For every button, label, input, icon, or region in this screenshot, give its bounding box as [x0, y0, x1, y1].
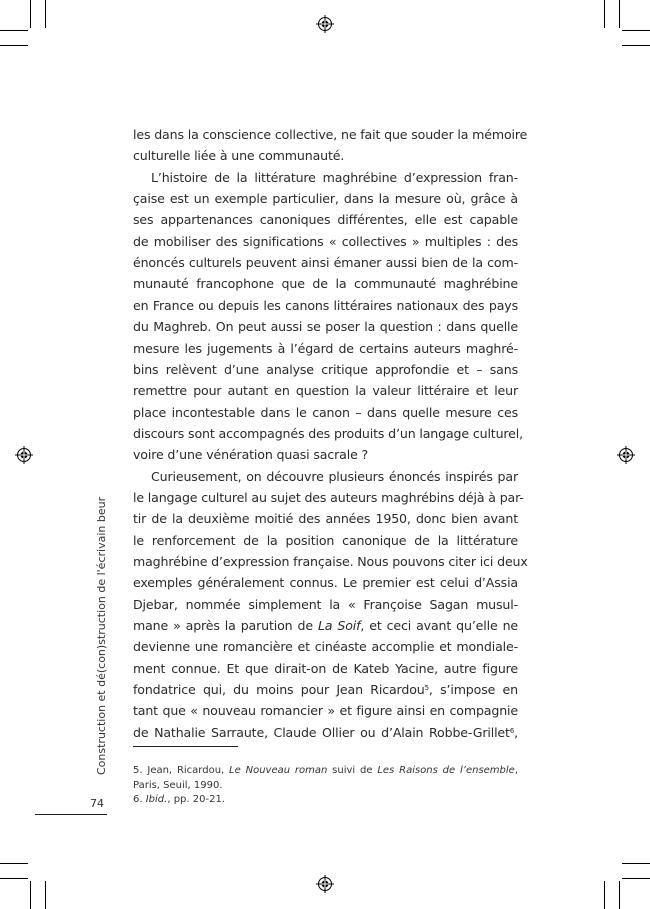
- footnote-ref: 5: [424, 684, 429, 693]
- text-line: [133, 682, 518, 698]
- text-segment: suivi de: [327, 765, 378, 776]
- text-segment: culturelle liée à une communauté.: [133, 148, 345, 164]
- text-line: [133, 533, 518, 549]
- text-line: [133, 127, 528, 143]
- text-line: [133, 447, 518, 463]
- text-segment: devienne une romancière et cinéaste accomplie et mondiale-: [133, 639, 518, 655]
- text-segment: énoncés culturels peuvent ainsi émaner aussi bien de la com-: [133, 255, 518, 271]
- text-line: [133, 703, 518, 719]
- text-segment: L’histoire de la littérature maghrébine d’expression fran-: [151, 169, 518, 185]
- text-line: [133, 298, 518, 314]
- text-segment: discours sont accompagnés des produits d’un langage culturel,: [133, 425, 523, 441]
- running-title: Construction et dé(con)struction de l'écrivain beur: [95, 496, 108, 775]
- text-line: [133, 618, 518, 634]
- text-segment: mesure les jugements à l’égard de certains auteurs maghré-: [133, 340, 518, 356]
- italic-title: La Soif: [317, 618, 361, 634]
- text-segment: Curieusement, on découvre plusieurs énoncés inspirés par: [151, 468, 518, 484]
- text-line: [133, 489, 524, 506]
- footnote-line: [133, 779, 518, 792]
- text-line: [133, 341, 518, 357]
- footnote-line: [133, 764, 518, 777]
- text-segment: en France ou depuis les canons littéraires nationaux des pays: [133, 297, 518, 313]
- text-segment: çaise est un exemple particulier, dans la mesure où, grâce à: [133, 191, 518, 207]
- text-segment: les dans la conscience collective, ne fait que souder la mémoire: [133, 127, 528, 142]
- text-segment: 6.: [133, 794, 146, 805]
- page-number-rule: [35, 814, 107, 815]
- text-line: [133, 554, 528, 570]
- text-line: [133, 639, 518, 655]
- text-segment: Djebar, nommée simplement la « Françoise Sagan musul-: [133, 596, 518, 612]
- text-line: [133, 405, 518, 421]
- registration-mark-icon: [15, 446, 33, 464]
- text-line: [133, 212, 518, 228]
- text-line: [133, 661, 518, 677]
- text-segment: remettre pour autant en question la valeur littéraire et leur: [133, 383, 518, 399]
- registration-mark-icon: [617, 446, 635, 464]
- text-line: [133, 383, 518, 399]
- text-line: [151, 469, 518, 485]
- text-segment: de Nathalie Sarraute, Claude Ollier ou d’Alain Robbe-Grillet: [133, 724, 510, 740]
- text-line: [133, 597, 518, 613]
- text-segment: voire d’une vénération quasi sacrale ?: [133, 447, 369, 463]
- footnote-ref: 6: [509, 726, 515, 735]
- text-segment: le renforcement de la position canonique de la littérature: [133, 532, 518, 548]
- text-line: [133, 191, 518, 207]
- text-segment: tir de la deuxième moitié des années 1950, donc bien avant: [133, 511, 518, 527]
- footnote-line: [133, 793, 518, 806]
- text-line: [133, 362, 518, 378]
- text-line: [133, 511, 518, 527]
- text-line: [133, 234, 518, 250]
- page-number: 74: [90, 797, 104, 810]
- footnote-separator: [133, 746, 238, 747]
- text-segment: ment connue. Et que dirait-on de Kateb Yacine, autre figure: [133, 660, 518, 676]
- text-segment: , et ceci avant qu’elle ne: [360, 618, 518, 634]
- text-segment: 5. Jean, Ricardou,: [133, 765, 230, 776]
- text-segment: fondatrice qui, du moins pour Jean Ricardou: [133, 682, 425, 698]
- text-line: [133, 725, 518, 741]
- text-segment: ses appartenances canoniques différentes, elle est capable: [133, 212, 518, 228]
- registration-mark-icon: [316, 875, 334, 893]
- text-segment: , pp. 20-21.: [167, 794, 225, 805]
- text-line: [133, 425, 523, 442]
- italic-title: Le Nouveau roman: [229, 765, 328, 776]
- text-line: [133, 575, 518, 591]
- text-segment: ,: [514, 724, 518, 740]
- registration-mark-icon: [316, 15, 334, 33]
- italic-title: Ibid.: [145, 794, 168, 805]
- text-segment: maghrébine d’expression française. Nous pouvons citer ici deux: [133, 554, 528, 569]
- text-segment: ,: [514, 765, 519, 776]
- text-segment: munauté francophone que de la communauté maghrébine: [133, 276, 518, 292]
- text-line: [133, 255, 518, 271]
- text-segment: exemples généralement connus. Le premier est celui d’Assia: [133, 575, 518, 591]
- text-line: [151, 170, 518, 186]
- text-line: [133, 319, 518, 335]
- text-segment: mane » après la parution de: [133, 618, 318, 634]
- text-segment: place incontestable dans le canon – dans quelle mesure ces: [133, 404, 518, 420]
- text-segment: , s’impose en: [428, 682, 518, 698]
- italic-title: Les Raisons de l’ensemble: [377, 765, 515, 776]
- text-segment: le langage culturel au sujet des auteurs maghrébins déjà à par-: [133, 489, 524, 505]
- text-segment: Paris, Seuil, 1990.: [133, 779, 223, 791]
- text-segment: du Maghreb. On peut aussi se poser la question : dans quelle: [133, 319, 518, 335]
- text-segment: bins relèvent d’une analyse critique approfondie et – sans: [133, 361, 518, 377]
- text-segment: de mobiliser des significations « collectives » multiples : des: [133, 233, 518, 249]
- text-line: [133, 276, 518, 292]
- text-line: [133, 148, 518, 164]
- text-segment: tant que « nouveau romancier » et figure ainsi en compagnie: [133, 703, 518, 719]
